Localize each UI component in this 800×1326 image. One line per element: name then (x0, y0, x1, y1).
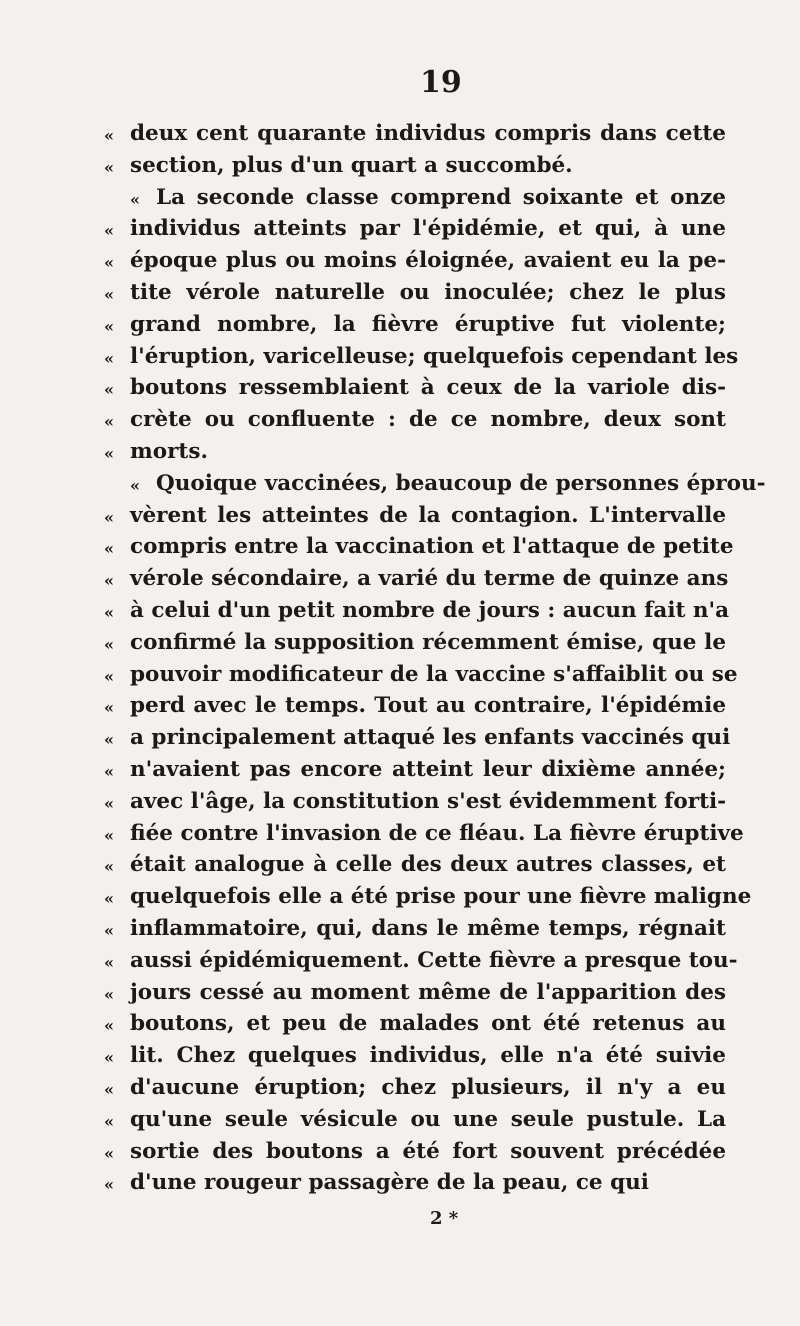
line-text: perd avec le temps. Tout au contraire, l'épidémie (130, 693, 726, 719)
quotation-mark: « (104, 539, 114, 559)
text-line (96, 150, 726, 182)
line-text: n'avaient pas encore atteint leur dixième année; (130, 756, 726, 782)
quotation-mark: « (104, 507, 114, 527)
text-line (96, 945, 738, 977)
line-text: grand nombre, la fièvre éruptive fut violente; (130, 311, 726, 337)
text-line (96, 277, 726, 309)
quotation-mark: « (104, 730, 114, 750)
quotation-mark: « (104, 1143, 114, 1163)
body-text (96, 118, 766, 1199)
text-line (96, 722, 731, 754)
text-line (96, 245, 726, 277)
line-text: inflammatoire, qui, dans le même temps, régnait (130, 915, 726, 941)
line-text: confirmé la supposition récemment émise, que le (130, 629, 726, 655)
text-line (96, 468, 766, 500)
text-line (96, 690, 726, 722)
quotation-mark: « (104, 857, 114, 877)
line-text: l'éruption, varicelleuse; quelquefois cependant les (130, 343, 739, 369)
quotation-mark: « (104, 984, 114, 1004)
line-text: individus atteints par l'épidémie, et qui, à une (130, 216, 726, 242)
text-line (96, 404, 726, 436)
text-line (96, 627, 726, 659)
quotation-mark: « (104, 1079, 114, 1099)
quotation-mark: « (104, 761, 114, 781)
text-line (96, 372, 726, 404)
text-line (96, 786, 726, 818)
line-text: fiée contre l'invasion de ce fléau. La fièvre éruptive (130, 820, 744, 846)
text-line (96, 913, 726, 945)
quotation-mark: « (104, 698, 114, 718)
line-text: jours cessé au moment même de l'apparition des (130, 979, 726, 1005)
text-line (96, 818, 744, 850)
page-number: 19 (420, 65, 462, 100)
text-line (96, 881, 752, 913)
quotation-mark: « (104, 380, 114, 400)
text-line (96, 500, 726, 532)
line-text: quelquefois elle a été prise pour une fièvre maligne (130, 884, 752, 910)
quotation-mark: « (104, 634, 114, 654)
text-line (96, 1167, 726, 1199)
line-text: lit. Chez quelques individus, elle n'a été suivie (130, 1043, 726, 1069)
text-line (96, 754, 726, 786)
quotation-mark: « (104, 253, 114, 273)
quotation-mark: « (130, 189, 140, 209)
quotation-mark: « (104, 952, 114, 972)
text-line (96, 1136, 726, 1168)
quotation-mark: « (104, 412, 114, 432)
line-text: boutons ressemblaient à ceux de la variole dis- (130, 375, 726, 401)
line-text: avec l'âge, la constitution s'est évidemment forti- (130, 788, 727, 814)
line-text: compris entre la vaccination et l'attaque de petite (130, 534, 734, 560)
signature-mark: 2 * (430, 1208, 459, 1229)
quotation-mark: « (104, 443, 114, 463)
line-text: d'une rougeur passagère de la peau, ce qui (130, 1170, 649, 1196)
line-text: sortie des boutons a été fort souvent précédée (130, 1138, 726, 1164)
quotation-mark: « (104, 602, 114, 622)
text-line (96, 563, 729, 595)
text-line (96, 309, 726, 341)
text-line (96, 118, 726, 150)
line-text: aussi épidémiquement. Cette fièvre a presque tou- (130, 947, 738, 973)
quotation-mark: « (104, 1016, 114, 1036)
text-line (96, 1040, 726, 1072)
line-text: pouvoir modificateur de la vaccine s'affaiblit ou se (130, 661, 738, 687)
quotation-mark: « (104, 348, 114, 368)
text-line (96, 595, 730, 627)
line-text: d'aucune éruption; chez plusieurs, il n'y a eu (130, 1074, 726, 1100)
text-line (96, 1008, 726, 1040)
quotation-mark: « (104, 221, 114, 241)
quotation-mark: « (104, 889, 114, 909)
quotation-mark: « (104, 825, 114, 845)
quotation-mark: « (104, 126, 114, 145)
quotation-mark: « (104, 1048, 114, 1068)
quotation-mark: « (104, 920, 114, 940)
quotation-mark: « (104, 793, 114, 813)
line-text: crète ou confluente : de ce nombre, deux sont (130, 407, 726, 433)
quotation-mark: « (104, 157, 114, 177)
line-text: époque plus ou moins éloignée, avaient eu la pe- (130, 248, 726, 274)
line-text: Quoique vaccinées, beaucoup de personnes éprou- (156, 470, 766, 496)
quotation-mark: « (104, 1111, 114, 1131)
line-text: deux cent quarante individus compris dans cette (130, 121, 726, 146)
line-text: qu'une seule vésicule ou une seule pustule. La (130, 1106, 726, 1132)
quotation-mark: « (104, 316, 114, 336)
text-line (96, 1072, 726, 1104)
line-text: section, plus d'un quart a succombé. (130, 152, 573, 178)
text-line (96, 436, 726, 468)
line-text: à celui d'un petit nombre de jours : aucun fait n'a (130, 597, 730, 623)
line-text: vérole sécondaire, a varié du terme de quinze ans (130, 566, 729, 592)
quotation-mark: « (104, 666, 114, 686)
text-line (96, 213, 726, 245)
line-text: vèrent les atteintes de la contagion. L'intervalle (130, 502, 726, 528)
quotation-mark: « (104, 571, 114, 591)
text-line (96, 659, 738, 691)
line-text: était analogue à celle des deux autres classes, et (130, 852, 726, 878)
text-line (96, 977, 726, 1009)
text-line (96, 182, 726, 214)
quotation-mark: « (130, 475, 140, 495)
line-text: La seconde classe comprend soixante et onze (156, 184, 726, 210)
text-line (96, 1104, 726, 1136)
text-line (96, 531, 734, 563)
line-text: morts. (130, 438, 208, 464)
line-text: boutons, et peu de malades ont été retenus au (130, 1011, 726, 1037)
text-line (96, 341, 739, 373)
line-text: tite vérole naturelle ou inoculée; chez le plus (130, 279, 726, 305)
quotation-mark: « (104, 284, 114, 304)
quotation-mark: « (104, 1175, 114, 1195)
line-text: a principalement attaqué les enfants vaccinés qui (130, 725, 731, 751)
text-line (96, 849, 726, 881)
